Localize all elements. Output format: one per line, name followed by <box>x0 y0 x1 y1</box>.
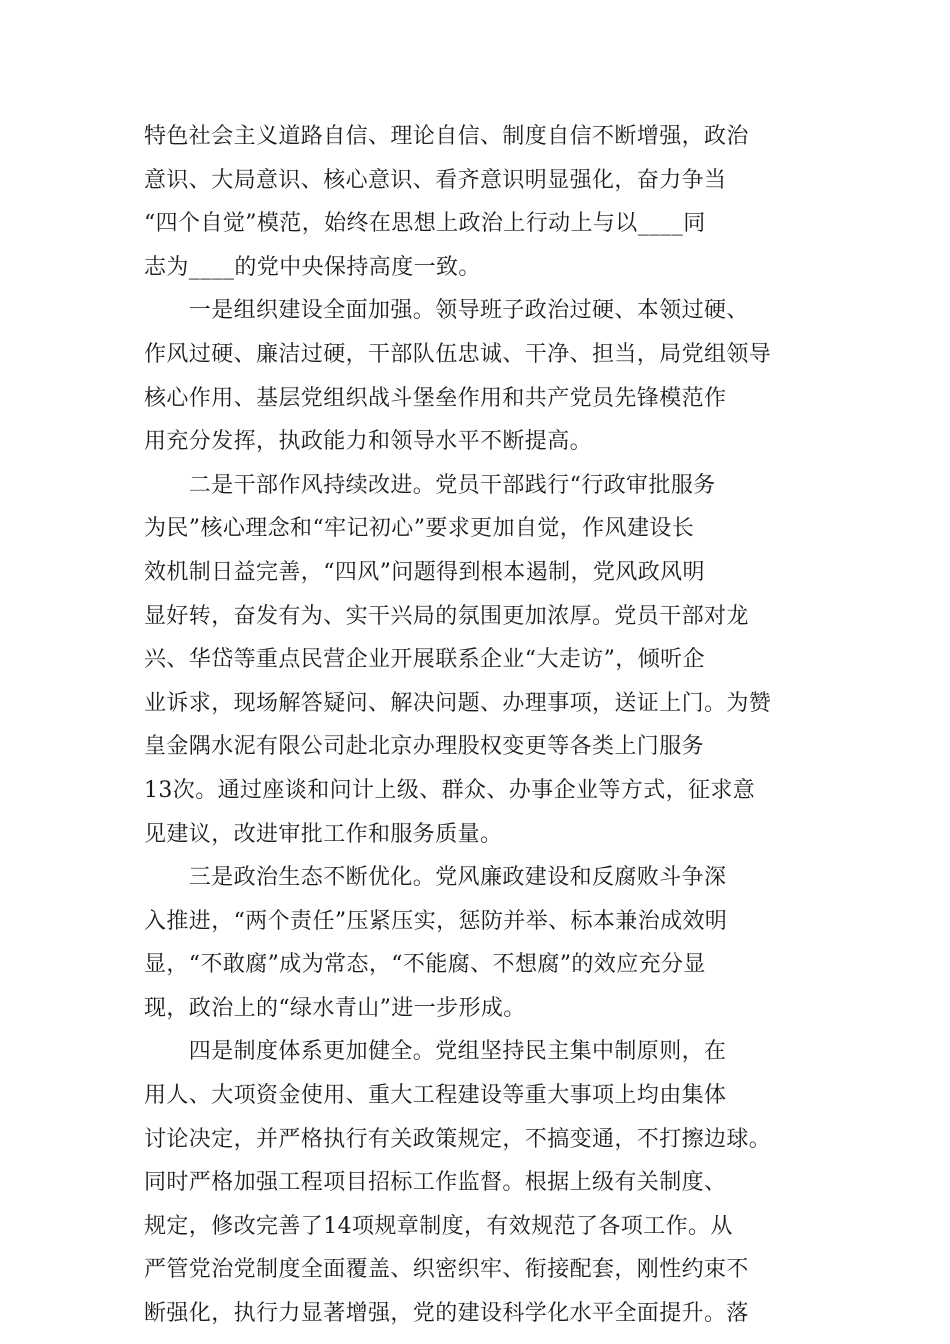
text-line: 特色社会主义道路自信、理论自信、制度自信不断增强，政治 <box>144 124 749 149</box>
text-line: 一是组织建设全面加强。领导班子政治过硬、本领过硬、 <box>144 298 749 324</box>
text-line: 意识、大局意识、核心意识、看齐意识明显强化，奋力争当 <box>144 167 727 193</box>
text-line: 三是政治生态不断优化。党风廉政建设和反腐败斗争深 <box>144 865 727 891</box>
text-line: 志为____的党中央保持高度一致。 <box>144 254 481 280</box>
text-line: 二是干部作风持续改进。党员干部践行“行政审批服务 <box>144 472 716 498</box>
text-line: 业诉求，现场解答疑问、解决问题、办理事项，送证上门。为赞 <box>144 690 772 716</box>
document-body <box>144 115 808 1336</box>
text-line: 显好转，奋发有为、实干兴局的氛围更加浓厚。党员干部对龙 <box>144 603 749 629</box>
text-line: 讨论决定，并严格执行有关政策规定，不搞变通，不打擦边球。 <box>144 1126 772 1152</box>
text-line: 为民”核心理念和“牢记初心”要求更加自觉，作风建设长 <box>144 516 695 542</box>
text-line: 兴、华岱等重点民营企业开展联系企业“大走访”，倾听企 <box>144 647 705 673</box>
text-line: 核心作用、基层党组织战斗堡垒作用和共产党员先锋模范作 <box>144 385 727 411</box>
text-line: 入推进，“两个责任”压紧压实，惩防并举、标本兼治成效明 <box>144 908 728 934</box>
text-line: 用充分发挥，执政能力和领导水平不断提高。 <box>144 429 593 455</box>
text-line: 作风过硬、廉洁过硬，干部队伍忠诚、干净、担当，局党组领导 <box>144 341 772 367</box>
text-line: 现，政治上的“绿水青山”进一步形成。 <box>144 995 526 1021</box>
text-line: 显，“不敢腐”成为常态，“不能腐、不想腐”的效应充分显 <box>144 952 706 978</box>
text-line: “四个自觉”模范，始终在思想上政治上行动上与以____同 <box>144 211 706 237</box>
text-line: 规定，修改完善了14项规章制度，有效规范了各项工作。从 <box>144 1213 733 1239</box>
text-line: 用人、大项资金使用、重大工程建设等重大事项上均由集体 <box>144 1083 727 1109</box>
text-line: 见建议，改进审批工作和服务质量。 <box>144 821 503 847</box>
text-line: 13次。通过座谈和问计上级、群众、办事企业等方式，征求意 <box>144 777 756 803</box>
text-line: 皇金隅水泥有限公司赴北京办理股权变更等各类上门服务 <box>144 734 705 760</box>
text-line: 同时严格加强工程项目招标工作监督。根据上级有关制度、 <box>144 1170 727 1196</box>
text-line: 效机制日益完善，“四风”问题得到根本遏制，党风政风明 <box>144 559 705 585</box>
text-line: 严管党治党制度全面覆盖、织密织牢、衔接配套，刚性约束不 <box>144 1257 749 1283</box>
text-line: 断强化，执行力显著增强，党的建设科学化水平全面提升。落 <box>144 1301 749 1327</box>
text-line: 四是制度体系更加健全。党组坚持民主集中制原则，在 <box>144 1039 727 1065</box>
